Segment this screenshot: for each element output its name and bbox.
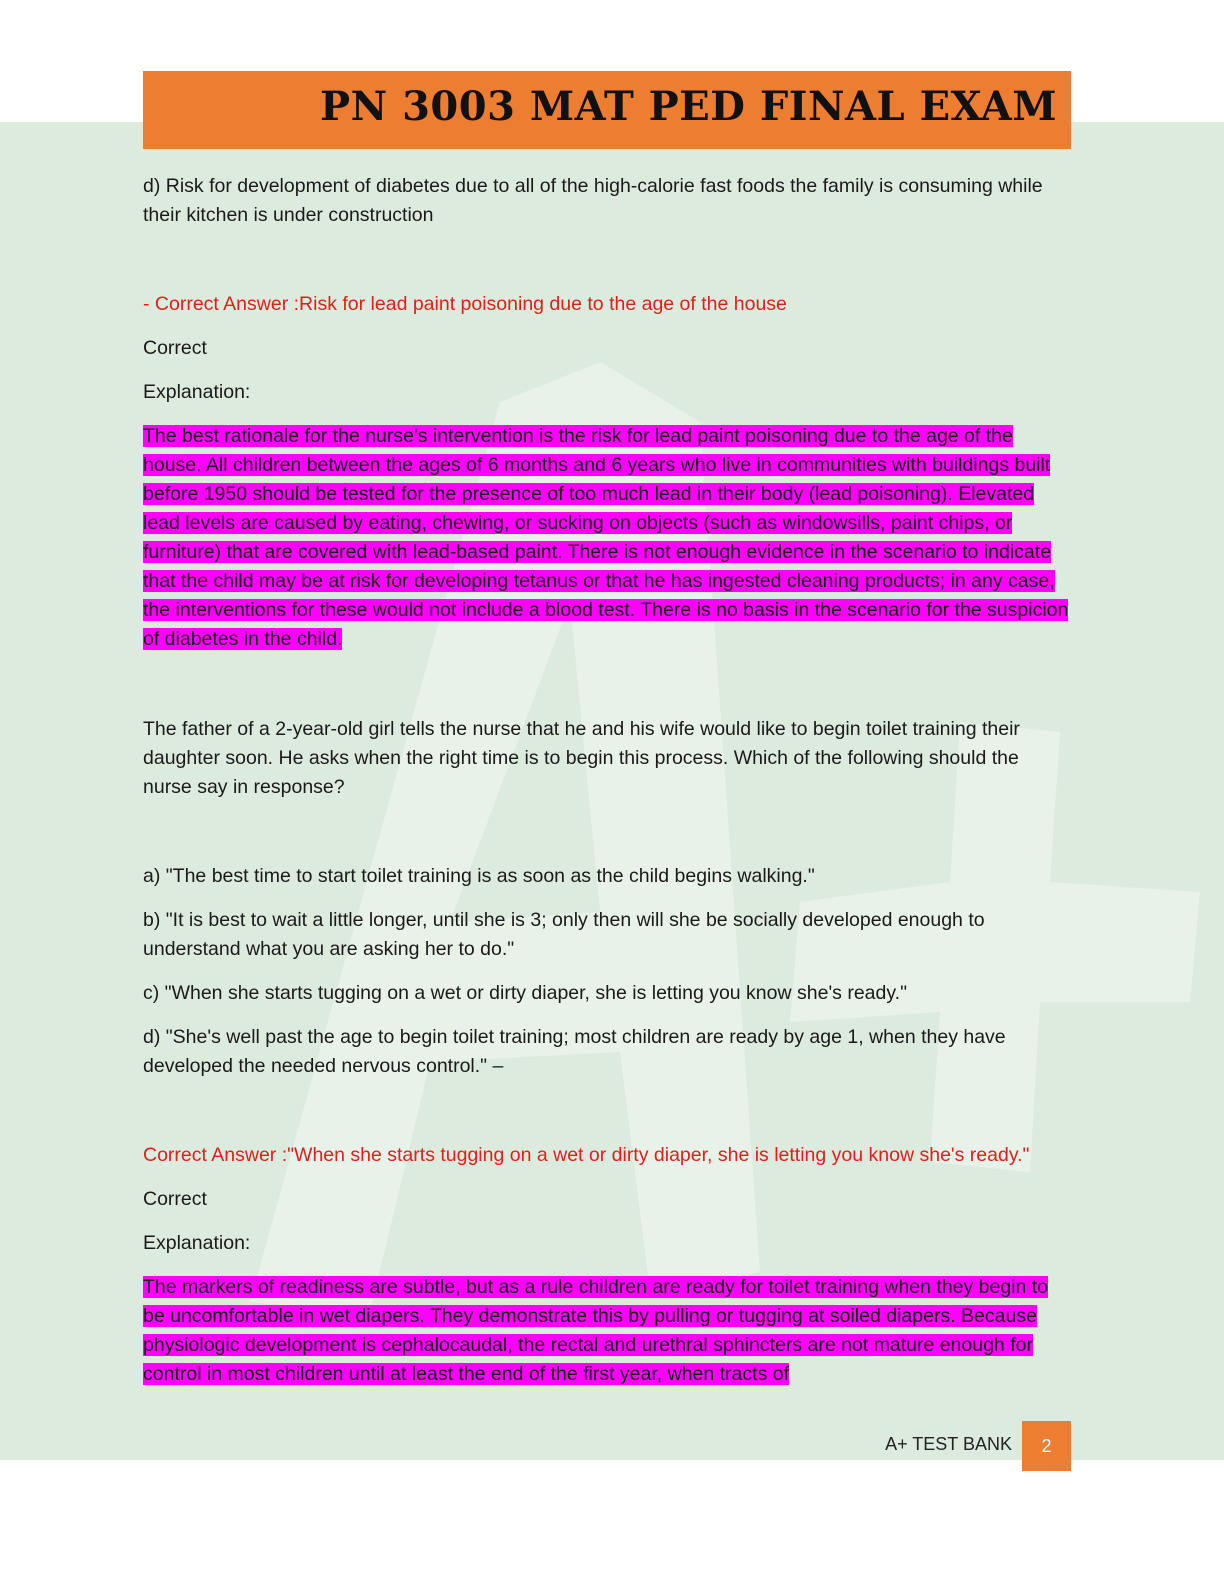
q1-correct-answer: - Correct Answer :Risk for lead paint poisoning due to the age of the house bbox=[143, 293, 787, 315]
content bbox=[143, 172, 1071, 1389]
q2-explanation-text: The markers of readiness are subtle, but as a rule children are ready for toilet training when they begin to be uncomfortable in wet diapers. They demonstrate this by pulling or tugging at soiled diapers. Because physiologic development is cephalocaudal, the rectal and urethral sphincters are not mature enough for control in most children until at least the end of the first year, when tracts of bbox=[143, 1276, 1049, 1385]
q2-correct-answer: Correct Answer :"When she starts tugging on a wet or dirty diaper, she is letting you know she's ready." bbox=[143, 1144, 1030, 1166]
q2-option-c: c) "When she starts tugging on a wet or dirty diaper, she is letting you know she's ready." bbox=[143, 982, 908, 1004]
footer-label: A+ TEST BANK bbox=[885, 1434, 1012, 1454]
document-title: PN 3003 MAT PED FINAL EXAM bbox=[320, 83, 1057, 130]
q2-option-d: d) "She's well past the age to begin toilet training; most children are ready by age 1, when they have developed the needed nervous control." – bbox=[143, 1026, 1006, 1077]
header-bar bbox=[143, 71, 1071, 149]
q1-option-d: d) Risk for development of diabetes due to all of the high-calorie fast foods the family is consuming while their kitchen is under construction bbox=[143, 175, 1043, 226]
q1-explanation-text: The best rationale for the nurse's intervention is the risk for lead paint poisoning due to the age of the house. All children between the ages of 6 months and 6 years who live in communities with buildings built before 1950 should be tested for the presence of too much lead in their body (lead poisoning). Elevated lead levels are caused by eating, chewing, or sucking on objects (such as windowsills, paint chips, or furniture) that are covered with lead-based paint. There is not enough evidence in the scenario to indicate that the child may be at risk for developing tetanus or that he has ingested cleaning products; in any case, the interventions for these would not include a blood test. There is no basis in the scenario for the suspicion of diabetes in the child. bbox=[143, 425, 1069, 650]
q2-explanation-label: Explanation: bbox=[143, 1232, 251, 1254]
q1-status: Correct bbox=[143, 337, 207, 359]
q2-option-a: a) "The best time to start toilet training is as soon as the child begins walking." bbox=[143, 865, 815, 887]
q1-explanation-label: Explanation: bbox=[143, 381, 251, 403]
q2-option-b: b) "It is best to wait a little longer, until she is 3; only then will she be socially developed enough to understand what you are asking her to do." bbox=[143, 909, 985, 960]
page-number: 2 bbox=[1022, 1421, 1071, 1471]
q2-question: The father of a 2-year-old girl tells the nurse that he and his wife would like to begin toilet training their daughter soon. He asks when the right time is to begin this process. Which of the following should the nurse say in response? bbox=[143, 718, 1020, 798]
q2-status: Correct bbox=[143, 1188, 207, 1210]
